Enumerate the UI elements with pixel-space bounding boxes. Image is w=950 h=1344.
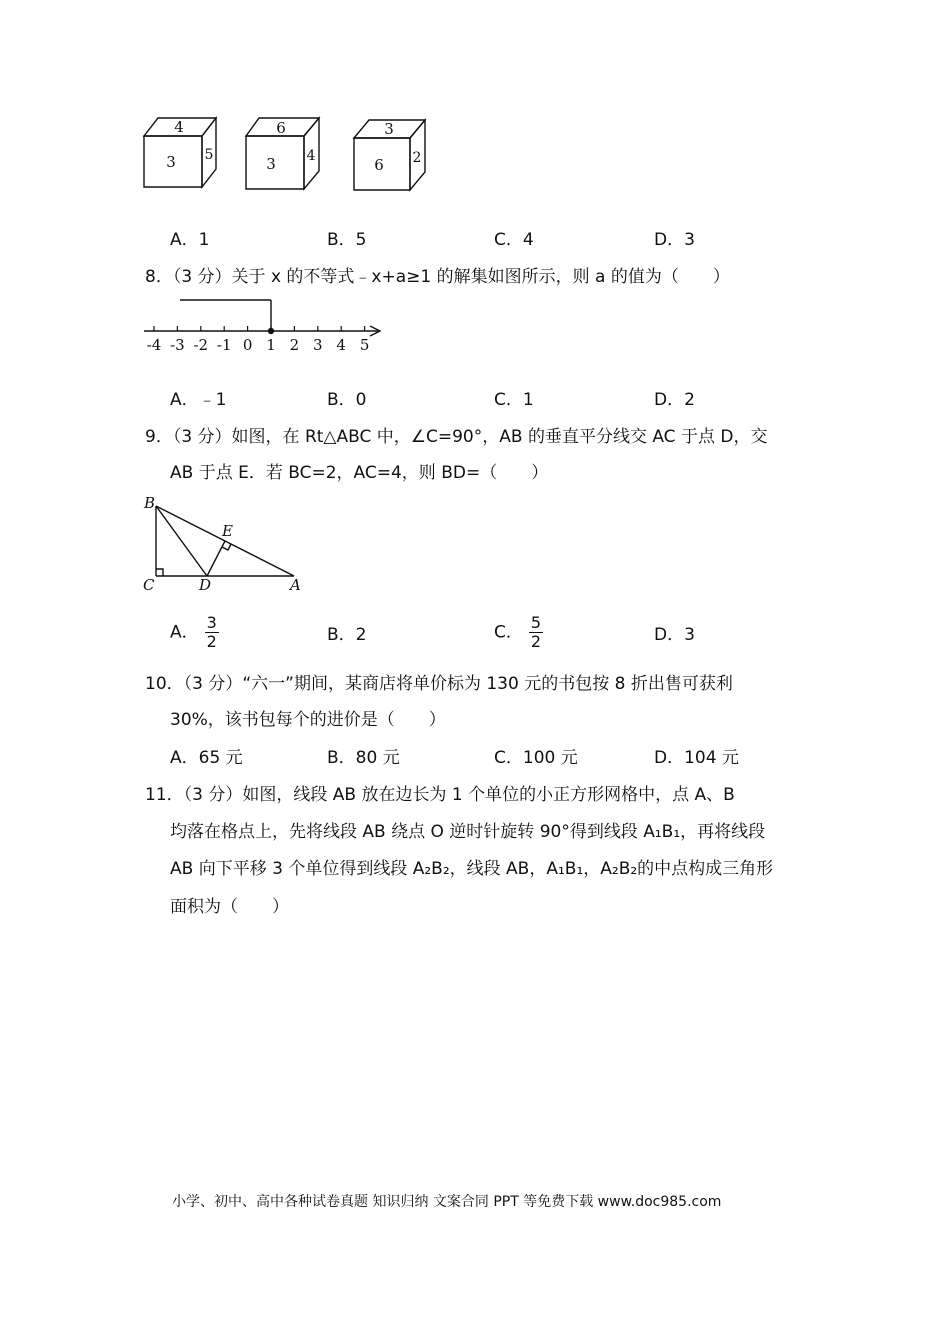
option-text: 80 元 <box>355 748 400 768</box>
q11-question-line-1: 11．（3 分）如图，线段 AB 放在边长为 1 个单位的小正方形网格中，点 A、B <box>145 785 735 805</box>
numerator: 5 <box>530 613 542 632</box>
q7-option-d <box>654 229 695 251</box>
option-letter: B． <box>327 748 356 768</box>
q9-option-b <box>327 624 367 646</box>
label-a: A <box>290 576 301 594</box>
option-text: 0 <box>355 390 367 410</box>
option-text: 2 <box>684 390 695 410</box>
option-text: 2 <box>355 625 367 645</box>
option-text: 100 元 <box>522 748 578 768</box>
q8-option-c <box>494 389 534 411</box>
option-letter: C． <box>494 622 523 643</box>
denominator: 2 <box>530 632 542 651</box>
label-e: E <box>222 522 233 540</box>
denominator: 2 <box>206 632 217 651</box>
option-letter: B． <box>327 390 356 410</box>
q10-option-a <box>170 747 243 769</box>
option-letter: B． <box>327 230 356 250</box>
q11-question-line-4: 面积为（ ） <box>170 897 289 917</box>
q9-question-line-2: AB 于点 E．若 BC=2，AC=4，则 BD=（ ） <box>170 463 549 483</box>
label-d: D <box>199 576 212 594</box>
q10-option-b <box>327 747 400 769</box>
cube-2-side: 4 <box>306 148 316 164</box>
option-letter: A． <box>170 390 199 410</box>
option-letter: A． <box>170 748 199 768</box>
q8-option-a <box>170 389 226 411</box>
option-letter: D． <box>654 230 685 250</box>
cube-3-side: 2 <box>412 150 422 166</box>
q9-triangle-figure <box>138 492 310 594</box>
option-text: 3 <box>684 625 695 645</box>
cube-1-top: 4 <box>174 118 184 136</box>
option-letter: D． <box>654 748 685 768</box>
fraction <box>529 614 543 651</box>
q8-option-d <box>654 389 695 411</box>
q8-number-line <box>140 294 390 356</box>
q9-option-c <box>494 614 543 651</box>
option-text: 3 <box>684 230 695 250</box>
q10-option-c <box>494 747 578 769</box>
option-text: 65 元 <box>198 748 243 768</box>
label-b: B <box>144 494 156 512</box>
tick-label: -2 <box>193 336 209 354</box>
numerator: 3 <box>206 613 217 632</box>
option-letter: A． <box>170 230 199 250</box>
option-text: 1 <box>522 390 534 410</box>
tick-label: 4 <box>336 336 346 354</box>
cube-3-top: 3 <box>384 120 394 138</box>
q9-option-a <box>170 614 219 651</box>
option-text: 104 元 <box>684 748 739 768</box>
option-letter: A． <box>170 622 199 643</box>
option-letter: C． <box>494 390 523 410</box>
q7-option-a <box>170 229 209 251</box>
cube-1-front: 3 <box>166 153 176 171</box>
q9-option-d <box>654 624 695 646</box>
tick-label: -3 <box>170 336 185 354</box>
cube-2-top: 6 <box>276 119 286 137</box>
tick-label: 0 <box>242 336 253 354</box>
q9-question-line-1: 9．（3 分）如图，在 Rt△ABC 中，∠C=90°，AB 的垂直平分线交 AC 于点 D，交 <box>145 427 768 447</box>
q11-question-line-3: AB 向下平移 3 个单位得到线段 A₂B₂，线段 AB，A₁B₁，A₂B₂的中点构成三角形 <box>170 859 774 879</box>
option-text: 1 <box>198 230 210 250</box>
cube-1-side: 5 <box>204 147 214 163</box>
q7-option-b <box>327 229 367 251</box>
q11-question-line-2: 均落在格点上，先将线段 AB 绕点 O 逆时针旋转 90°得到线段 A₁B₁，再将线段 <box>170 822 766 842</box>
q10-question-line-2: 30%，该书包每个的进价是（ ） <box>170 710 446 730</box>
q8-question: 8．（3 分）关于 x 的不等式﹣x+a≥1 的解集如图所示，则 a 的值为（ ） <box>145 267 730 287</box>
option-text: 5 <box>355 230 367 250</box>
option-letter: D． <box>654 625 685 645</box>
page-footer: 小学、初中、高中各种试卷真题 知识归纳 文案合同 PPT 等免费下载 www.doc985.com <box>172 1194 722 1210</box>
q8-option-b <box>327 389 367 411</box>
q7-cubes-figure <box>135 112 445 198</box>
tick-label: 5 <box>359 336 370 354</box>
option-text: 4 <box>522 230 534 250</box>
fraction <box>205 614 219 651</box>
option-letter: B． <box>327 625 356 645</box>
tick-label: -4 <box>146 336 162 354</box>
option-text: ﹣1 <box>198 390 227 410</box>
q10-question-line-1: 10．（3 分）“六一”期间，某商店将单价标为 130 元的书包按 8 折出售可获利 <box>145 674 733 694</box>
q10-option-d <box>654 747 739 769</box>
label-c: C <box>143 576 155 594</box>
option-letter: C． <box>494 230 523 250</box>
cube-3-front: 6 <box>374 156 384 174</box>
option-letter: D． <box>654 390 685 410</box>
tick-label: -1 <box>216 336 232 354</box>
q7-option-c <box>494 229 534 251</box>
tick-label: 1 <box>266 336 276 354</box>
tick-label: 2 <box>289 336 300 354</box>
cube-2-front: 3 <box>266 155 276 173</box>
option-letter: C． <box>494 748 523 768</box>
tick-label: 3 <box>313 336 323 354</box>
